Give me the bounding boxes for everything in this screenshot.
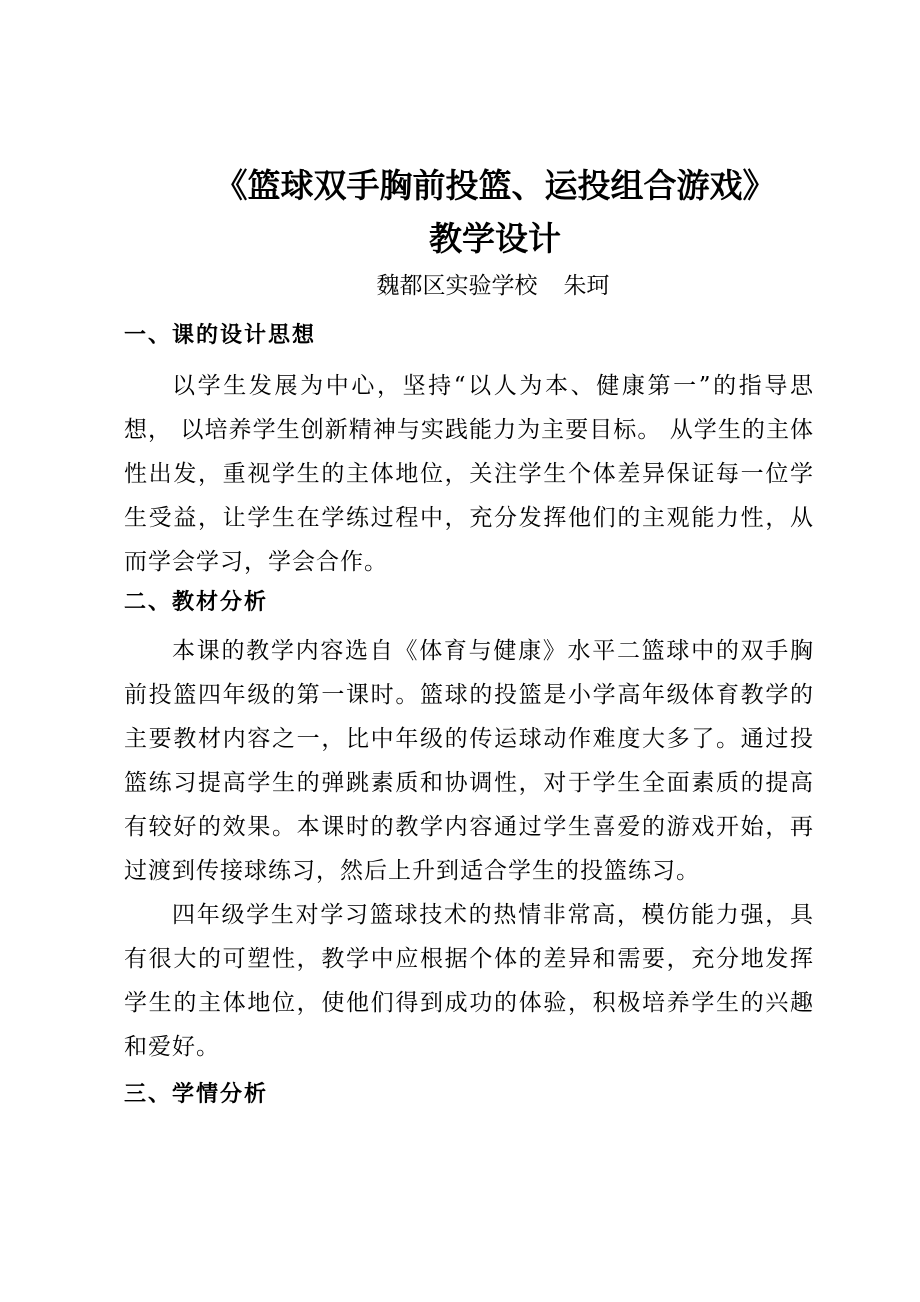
document-title: 《篮球双手胸前投篮、运投组合游戏》 <box>214 166 776 205</box>
paragraph-material-analysis-1: 本课的教学内容选自《体育与健康》水平二篮球中的双手胸前投篮四年级的第一课时。篮球的投篮是小学高年级体育教学的主要教材内容之一，比中年级的传运球动作难度大多了。通过投篮练习提高学生的弹跳素质和协调性，对于学生全面素质的提高有较好的效果。本课时的教学内容通过学生喜爱的游戏开始，再过渡到传接球练习，然后上升到适合学生的投篮练习。 <box>124 638 814 884</box>
paragraph-material-analysis-2: 四年级学生对学习篮球技术的热情非常高，模仿能力强，具有很大的可塑性，教学中应根据个体的差异和需要，充分地发挥学生的主体地位，使他们得到成功的体验，积极培养学生的兴趣和爱好。 <box>124 902 814 1060</box>
author-line <box>0 266 920 306</box>
author-name: 朱珂 <box>563 273 610 299</box>
section-heading-student-analysis: 三、学情分析 <box>124 1082 269 1107</box>
author-school: 魏都区实验学校 <box>376 273 538 299</box>
document-subtitle: 教学设计 <box>429 219 561 258</box>
section-heading-material-analysis: 二、教材分析 <box>124 590 269 615</box>
paragraph-design-idea: 以学生发展为中心，坚持“以人为本、健康第一”的指导思想， 以培养学生创新精神与实践能力为主要目标。 从学生的主体性出发，重视学生的主体地位，关注学生个体差异保证每一位学生受益，让学生在学练过程中，充分发挥他们的主观能力性，从而学会学习，学会合作。 <box>124 373 814 575</box>
section-heading-design-idea: 一、课的设计思想 <box>124 323 317 348</box>
